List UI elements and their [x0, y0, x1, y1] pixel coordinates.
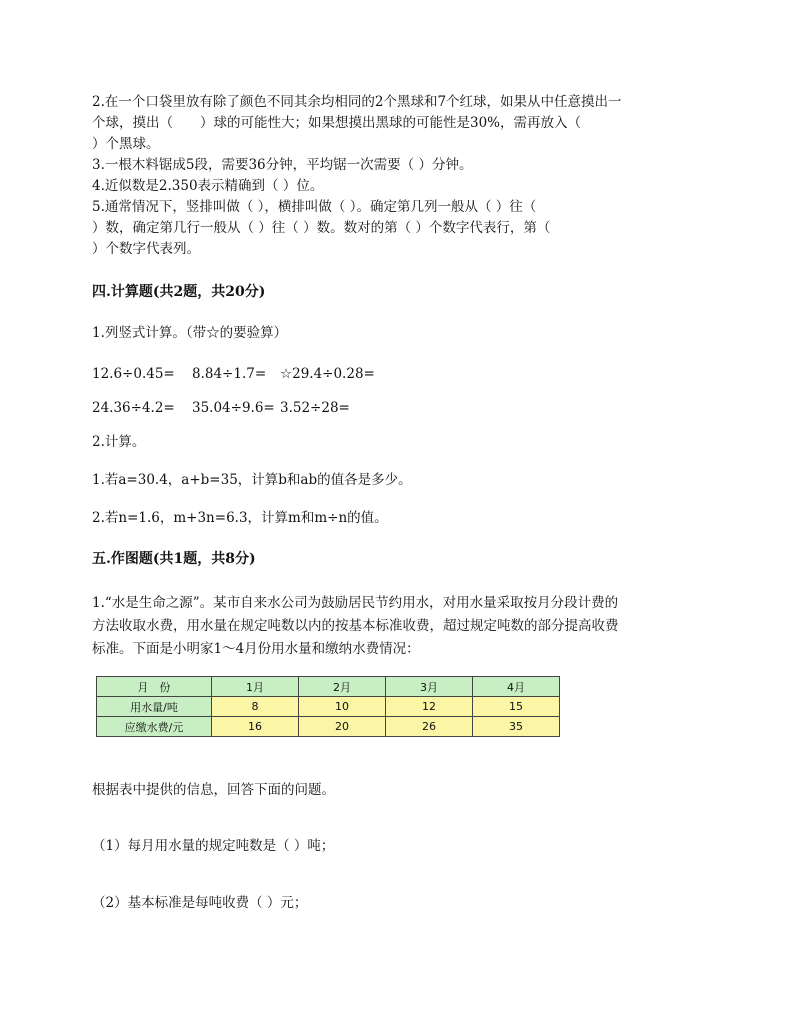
calc-row-1: [92, 364, 712, 384]
water-fee-table: [96, 676, 560, 737]
calc-q1-title: 1.列竖式计算。（带☆的要验算）: [92, 325, 288, 341]
table-cell: 20: [299, 717, 386, 737]
calc-expression: 24.36÷4.2=: [92, 400, 175, 416]
q2-text-line1: 2.在一个口袋里放有除了颜色不同其余均相同的2个黑球和7个红球，如果从中任意摸出一: [92, 94, 622, 110]
calc-expression: 3.52÷28=: [280, 400, 350, 416]
section4-title: 四.计算题(共2题，共20分): [92, 284, 266, 300]
q5-text-line2: ）数，确定第几行一般从（ ）往（ ）数。数对的第（ ）个数字代表行，第（: [92, 220, 551, 236]
table-header-cell: 2月: [299, 677, 386, 697]
table-cell: 12: [386, 697, 473, 717]
table-header-cell: 4月: [473, 677, 560, 697]
q5-text-line1: 5.通常情况下，竖排叫做（ ），横排叫做（ ）。确定第几列一般从（ ）往（: [92, 199, 537, 215]
table-cell: 16: [212, 717, 299, 737]
table-cell: 35: [473, 717, 560, 737]
q4-text: 4.近似数是2.350表示精确到（ ）位。: [92, 178, 324, 194]
table-row: [97, 697, 560, 717]
calc-q2-title: 2.计算。: [92, 434, 146, 450]
table-header-row: [97, 677, 560, 697]
table-cell: 26: [386, 717, 473, 737]
table-row-label: 应缴水费/元: [97, 717, 212, 737]
table-header-cell: 1月: [212, 677, 299, 697]
water-q-line3: 标准。下面是小明家1～4月份用水量和缴纳水费情况：: [92, 641, 420, 657]
table-row: [97, 717, 560, 737]
q3-text: 3.一根木料锯成5段，需要36分钟，平均锯一次需要（ ）分钟。: [92, 157, 473, 173]
table-instruction: 根据表中提供的信息，回答下面的问题。: [92, 782, 335, 798]
table-row-label: 用水量/吨: [97, 697, 212, 717]
table-cell: 8: [212, 697, 299, 717]
water-q-line1: 1.“水是生命之源”。某市自来水公司为鼓励居民节约用水，对用水量采取按月分段计费的: [92, 595, 619, 611]
table-cell: 10: [299, 697, 386, 717]
calc-expression: 35.04÷9.6=: [192, 400, 275, 416]
table-header-cell: 3月: [386, 677, 473, 697]
q5-text-line3: ）个数字代表列。: [92, 241, 200, 257]
calc-q2-item1: 1.若a=30.4，a+b=35，计算b和ab的值各是多少。: [92, 472, 412, 488]
table-header-cell: 月 份: [97, 677, 212, 697]
calc-expression: 12.6÷0.45=: [92, 366, 175, 382]
q2-text-line2: 个球，摸出（ ）球的可能性大；如果想摸出黑球的可能性是30%，需再放入（: [92, 115, 582, 131]
water-subq-1: （1）每月用水量的规定吨数是（ ）吨；: [92, 838, 335, 854]
q2-text-line3: ）个黑球。: [92, 136, 160, 152]
section5-title: 五.作图题(共1题，共8分): [92, 551, 256, 567]
water-subq-2: （2）基本标准是每吨收费（ ）元；: [92, 895, 308, 911]
water-q-line2: 方法收取水费，用水量在规定吨数以内的按基本标准收费，超过规定吨数的部分提高收费: [92, 618, 619, 634]
calc-q2-item2: 2.若n=1.6，m+3n=6.3，计算m和m÷n的值。: [92, 510, 388, 526]
calc-row-2: [92, 398, 712, 418]
calc-expression: 8.84÷1.7=: [192, 366, 267, 382]
table-cell: 15: [473, 697, 560, 717]
calc-expression: ☆29.4÷0.28=: [280, 366, 375, 382]
